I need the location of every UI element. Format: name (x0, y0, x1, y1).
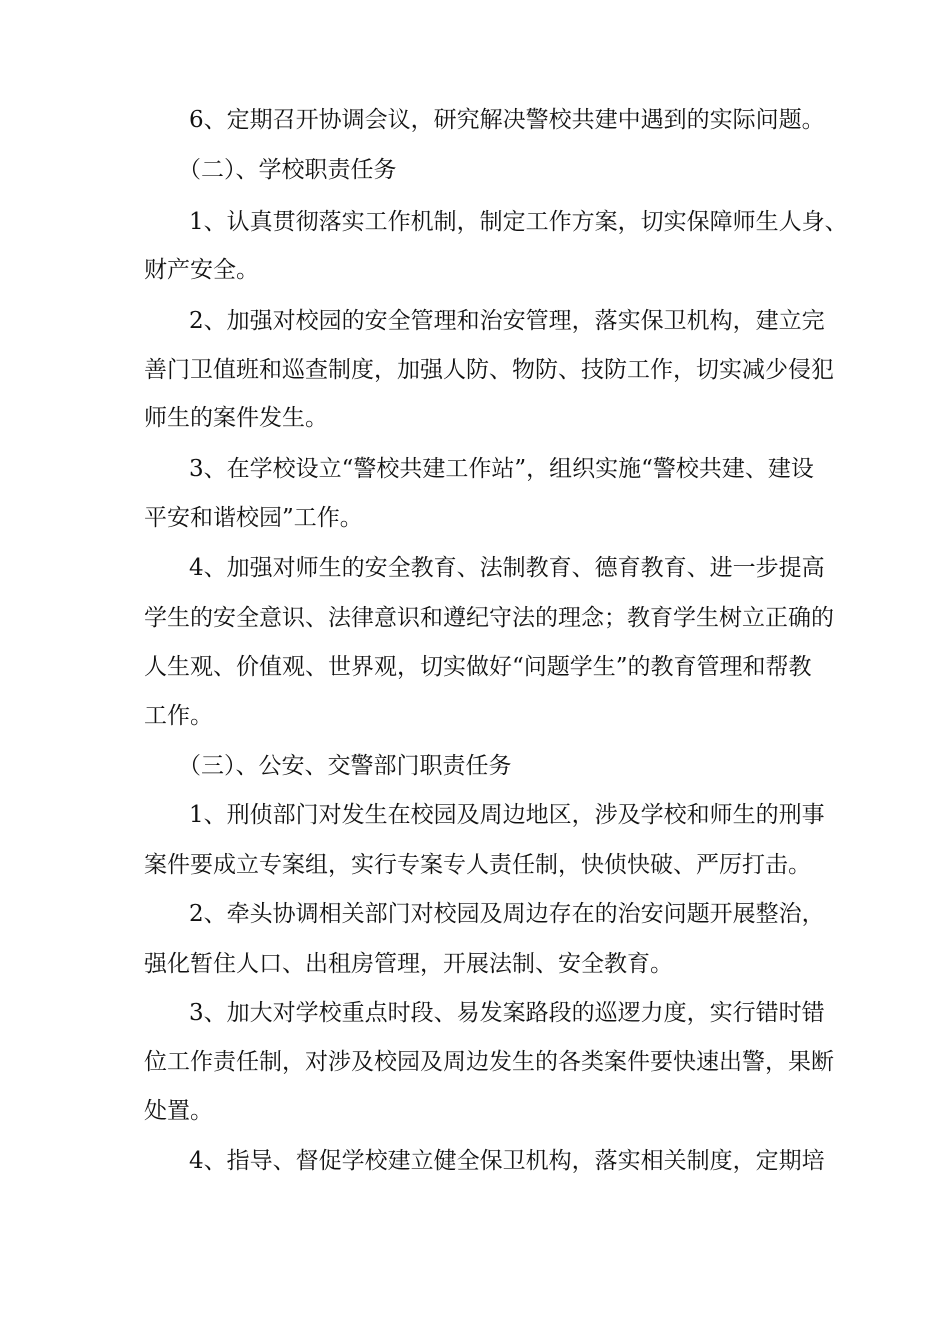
paragraph-line: 6、定期召开协调会议，研究解决警校共建中遇到的实际问题。 (189, 107, 825, 133)
paragraph-line: 位工作责任制，对涉及校园及周边发生的各类案件要快速出警，果断 (144, 1049, 834, 1075)
section-heading: （三）、公安、交警部门职责任务 (178, 753, 512, 779)
paragraph-line: 3、加大对学校重点时段、易发案路段的巡逻力度，实行错时错 (189, 1000, 825, 1026)
paragraph-line: 4、加强对师生的安全教育、法制教育、德育教育、进一步提高 (189, 555, 825, 581)
paragraph-line: 师生的案件发生。 (144, 405, 328, 431)
paragraph-line: 工作。 (144, 703, 213, 729)
paragraph-line: 财产安全。 (144, 257, 259, 283)
paragraph-line: 案件要成立专案组，实行专案专人责任制，快侦快破、严厉打击。 (144, 852, 811, 878)
paragraph-line: 学生的安全意识、法律意识和遵纪守法的理念；教育学生树立正确的 (144, 605, 834, 631)
paragraph-line: 平安和谐校园”工作。 (144, 505, 363, 531)
paragraph-line: 3、在学校设立“警校共建工作站”，组织实施“警校共建、建设 (189, 456, 814, 482)
paragraph-line: 4、指导、督促学校建立健全保卫机构，落实相关制度，定期培 (189, 1148, 825, 1174)
paragraph-line: 2、加强对校园的安全管理和治安管理，落实保卫机构，建立完 (189, 308, 825, 334)
paragraph-line: 人生观、价值观、世界观，切实做好“问题学生”的教育管理和帮教 (144, 654, 812, 680)
paragraph-line: 2、牵头协调相关部门对校园及周边存在的治安问题开展整治， (189, 901, 825, 927)
paragraph-line: 1、认真贯彻落实工作机制，制定工作方案，切实保障师生人身、 (189, 209, 848, 235)
paragraph-line: 强化暂住人口、出租房管理，开展法制、安全教育。 (144, 951, 673, 977)
paragraph-line: 善门卫值班和巡查制度，加强人防、物防、技防工作，切实减少侵犯 (144, 357, 834, 383)
paragraph-line: 处置。 (144, 1098, 213, 1124)
paragraph-line: 1、刑侦部门对发生在校园及周边地区，涉及学校和师生的刑事 (189, 802, 825, 828)
section-heading: （二）、学校职责任务 (178, 157, 397, 183)
